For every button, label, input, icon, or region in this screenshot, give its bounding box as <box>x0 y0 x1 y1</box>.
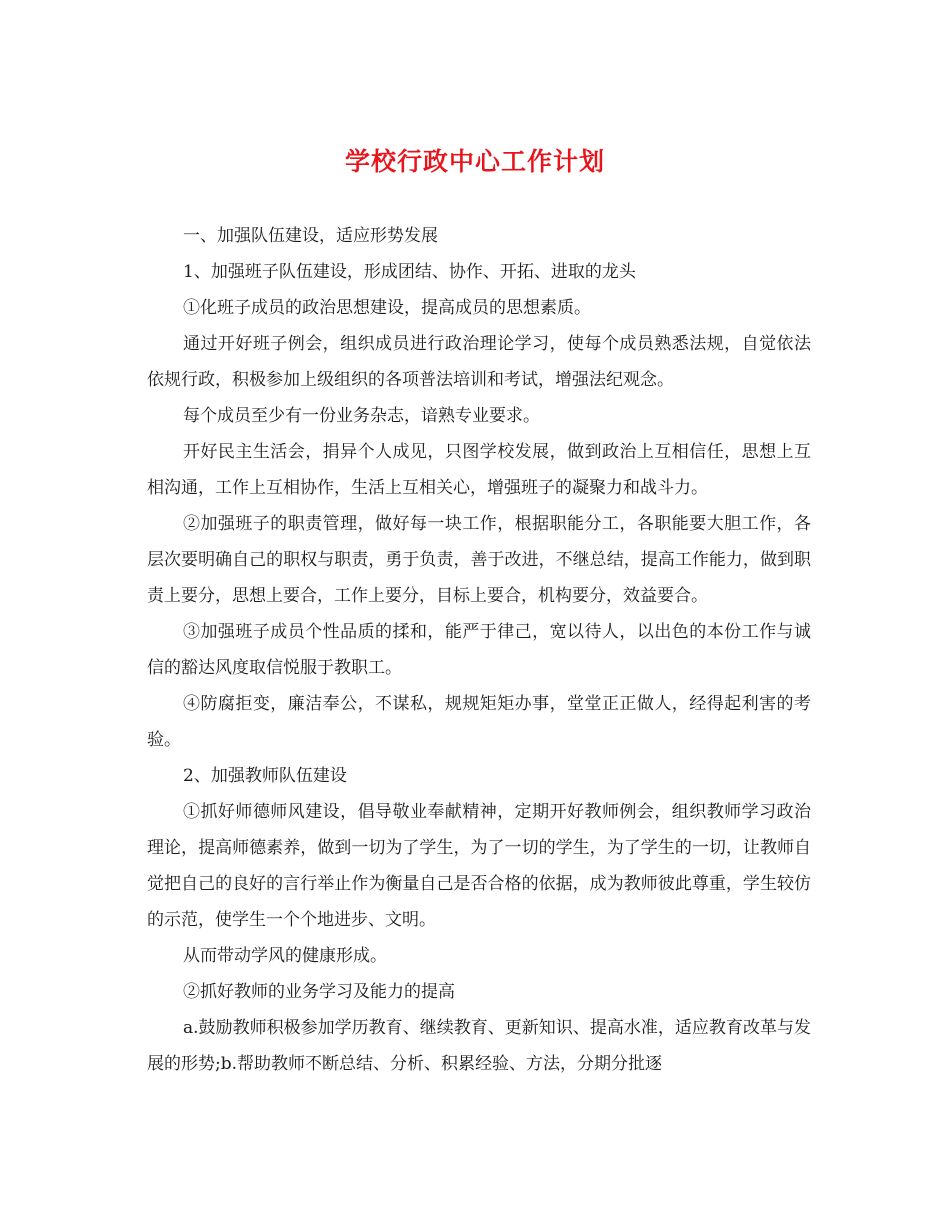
paragraph: ②抓好教师的业务学习及能力的提高 <box>183 982 455 1002</box>
paragraph: ③加强班子成员个性品质的揉和，能严于律己，宽以待人，以出色的本份工作与诚信的豁达风度取信悦服于教职工。 <box>147 622 811 678</box>
paragraph: ②加强班子的职责管理，做好每一块工作，根据职能分工，各职能要大胆工作，各层次要明确自己的职权与职责，勇于负责，善于改进，不继总结，提高工作能力，做到职责上要分，思想上要合，工作上要分，目标上要合，机构要分，效益要合。 <box>147 514 811 606</box>
paragraph: 通过开好班子例会，组织成员进行政治理论学习，使每个成员熟悉法规，自觉依法依规行政，积极参加上级组织的各项普法培训和考试，增强法纪观念。 <box>147 334 811 390</box>
paragraph: ①抓好师德师风建设，倡导敬业奉献精神，定期开好教师例会，组织教师学习政治理论，提高师德素养，做到一切为了学生，为了一切的学生，为了学生的一切，让教师自觉把自己的良好的言行举止作为衡量自己是否合格的依据，成为教师彼此尊重，学生较仿的示范，使学生一个个地进步、文明。 <box>147 802 811 930</box>
paragraph: 2、加强教师队伍建设 <box>183 766 347 786</box>
paragraph: 每个成员至少有一份业务杂志，谙熟专业要求。 <box>183 406 540 426</box>
paragraph: ④防腐拒变，廉洁奉公，不谋私，规规矩矩办事，堂堂正正做人，经得起利害的考验。 <box>147 694 811 750</box>
paragraph: 1、加强班子队伍建设，形成团结、协作、开拓、进取的龙头 <box>183 262 636 282</box>
paragraph: 一、加强队伍建设，适应形势发展 <box>183 226 438 246</box>
paragraph: ①化班子成员的政治思想建设，提高成员的思想素质。 <box>183 298 591 318</box>
paragraph: 从而带动学风的健康形成。 <box>183 946 387 966</box>
document-body <box>147 218 811 1082</box>
document-title: 学校行政中心工作计划 <box>344 147 605 176</box>
paragraph: a.鼓励教师积极参加学历教育、继续教育、更新知识、提高水准，适应教育改革与发展的形势;b.帮助教师不断总结、分析、积累经验、方法，分期分批逐 <box>147 1018 811 1074</box>
paragraph: 开好民主生活会，捐异个人成见，只图学校发展，做到政治上互相信任，思想上互相沟通，工作上互相协作，生活上互相关心，增强班子的凝聚力和战斗力。 <box>147 442 811 498</box>
